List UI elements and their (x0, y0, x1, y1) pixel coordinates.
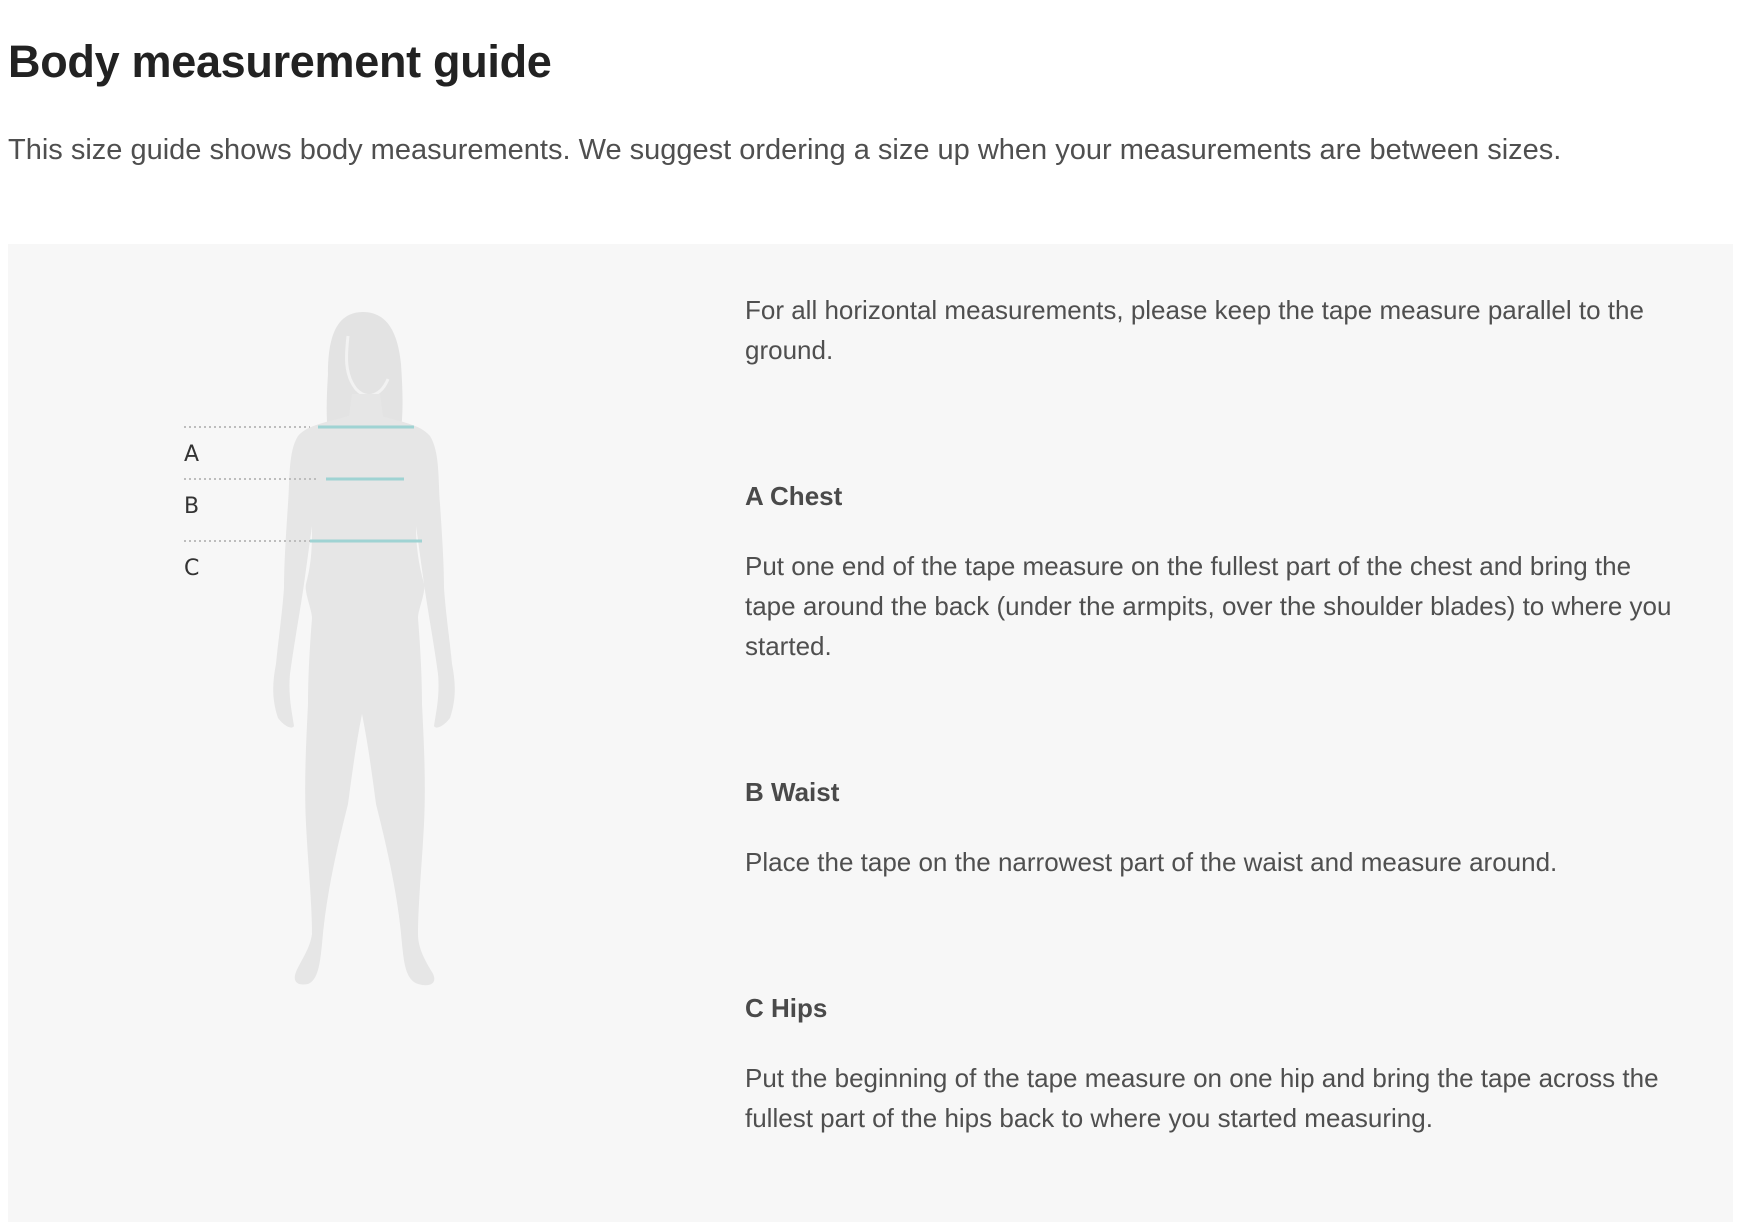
body-figure-illustration (8, 244, 708, 1222)
page-title: Body measurement guide (8, 36, 552, 87)
chest-instructions: Put one end of the tape measure on the fullest part of the chest and bring the tape around the back (under the armpits, over the shoulder blades) to where you started. (745, 551, 1672, 661)
general-note: For all horizontal measurements, please keep the tape measure parallel to the ground. (745, 295, 1644, 365)
female-silhouette-icon (8, 244, 708, 1222)
marker-label-c: C (184, 556, 200, 581)
hips-instructions: Put the beginning of the tape measure on one hip and bring the tape across the fullest part of the hips back to where you started measuring. (745, 1063, 1659, 1133)
waist-heading: B Waist (745, 777, 840, 807)
measurement-guide-panel (8, 244, 1733, 1222)
waist-instructions: Place the tape on the narrowest part of the waist and measure around. (745, 847, 1558, 877)
marker-label-a: A (184, 442, 200, 467)
marker-label-b: B (184, 494, 200, 519)
silhouette-body (273, 416, 455, 985)
hips-heading: C Hips (745, 993, 828, 1023)
chest-heading: A Chest (745, 481, 843, 511)
intro-text: This size guide shows body measurements. We suggest ordering a size up when your measurements are between sizes. (8, 134, 1562, 166)
